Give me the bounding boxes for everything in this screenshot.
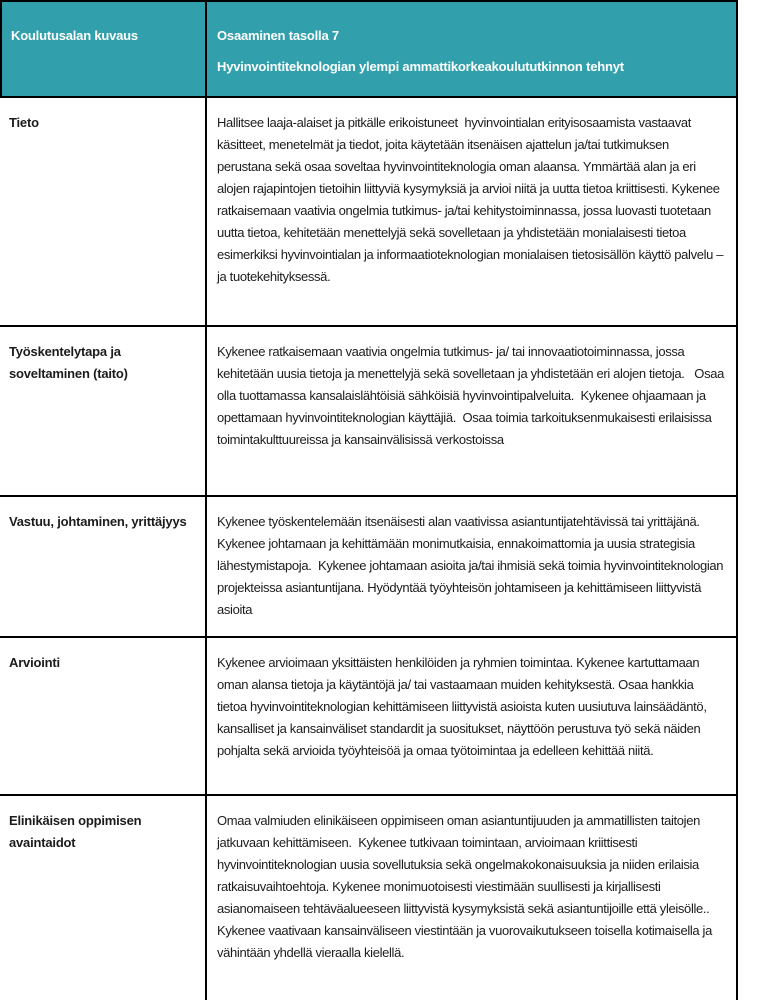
row-content: Kykenee arvioimaan yksittäisten henkilöiden ja ryhmien toimintaa. Kykenee kartuttamaan oman alansa tietoja ja käytäntöjä ja/ tai vastaamaan muiden kehityksestä. Osaa hankkia tietoa hyvinvointiteknologian kehittämiseen liittyvistä asioista kuten uusiutuva lainsäädäntö, kansalliset ja kansainväliset standardit ja suositukset, näyttöön perustuva työ sekä näiden pohjalta sekä arvioida työyhteisöä ja omaa työtoimintaa ja edelleen kehittää niitä. bbox=[205, 638, 738, 794]
header-cell-osaaminen bbox=[205, 2, 736, 96]
row-content: Hallitsee laaja-alaiset ja pitkälle erikoistuneet hyvinvointialan erityisosaamista vastaavat käsitteet, menetelmät ja tiedot, joita käytetään itsenäisen ajattelun ja/tai tutkimuksen perustana sekä osaa soveltaa hyvinvointiteknologia oman alaansa. Ymmärtää alan ja eri alojen rajapintojen tietoihin liittyviä kysymyksiä ja arvioi niitä ja uutta tietoa kriittisesti. Kykenee ratkaisemaan vaativia ongelmia tutkimus- ja/tai kehitystoiminnassa, jossa luovasti tuotetaan uutta tietoa, kehitetään menettelyjä sekä sovelletaan ja yhdistetään monialaisesti tietoa esimerkiksi hyvinvointialan ja informaatioteknologian monialaisen tietosisällön käyttö palvelu – ja tuotekehityksessä. bbox=[205, 98, 738, 325]
table-row bbox=[0, 327, 738, 497]
row-content: Omaa valmiuden elinikäiseen oppimiseen oman asiantuntijuuden ja ammatillisten taitojen jatkuvaan kehittämiseen. Kykenee tutkivaan toimintaan, arvioimaan kriittisesti hyvinvointiteknologian uusia sovellutuksia sekä ongelmakokonaisuuksia ja niiden erilaisia ratkaisuvaihtoehtoja. Kykenee monimuotoisesti viestimään suullisesti ja kirjallisesti asianomaiseen tehtäväalueeseen liittyvistä kysymyksistä sekä asiantuntijoille että yleisölle.. Kykenee vaativaan kansainväliseen viestintään ja vuorovaikutukseen toisella kotimaisella ja vähintään yhdellä vieraalla kielellä. bbox=[205, 796, 738, 1000]
header-col2-title: Osaaminen tasolla 7 bbox=[217, 28, 339, 43]
table-row bbox=[0, 796, 738, 1000]
header-cell-koulutusalan-kuvaus bbox=[2, 2, 205, 96]
row-label: Vastuu, johtaminen, yrittäjyys bbox=[9, 514, 187, 529]
row-label: Tieto bbox=[9, 115, 39, 130]
header-col1-text: Koulutusalan kuvaus bbox=[11, 28, 138, 43]
row-content: Kykenee ratkaisemaan vaativia ongelmia tutkimus- ja/ tai innovaatiotoiminnassa, jossa kehitetään uusia tietoja ja menettelyjä sekä sovelletaan ja yhdistetään eri alojen tietoja. Osaa olla tuottamassa kansalaislähtöisiä sähköisiä hyvinvointipalveluita. Kykenee ohjaamaan ja opettamaan hyvinvointiteknologian käyttäjiä. Osaa toimia tarkoituksenmukaisesti erilaisissa toimintakulttuureissa ja kansainvälisissä verkostoissa bbox=[205, 327, 738, 495]
row-content: Kykenee työskentelemään itsenäisesti alan vaativissa asiantuntijatehtävissä tai yrittäjänä. Kykenee johtamaan ja kehittämään monimutkaisia, ennakoimattomia ja uusia strategisia lähestymistapoja. Kykenee johtamaan asioita ja/tai ihmisiä sekä toimia hyvinvointiteknologian projekteissa asiantuntijana. Hyödyntää työyhteisön johtamiseen ja kehittämiseen liittyvistä asioita bbox=[205, 497, 738, 636]
row-label: Työskentelytapa ja soveltaminen (taito) bbox=[9, 344, 128, 381]
row-label: Elinikäisen oppimisen avaintaidot bbox=[9, 813, 142, 850]
table-row bbox=[0, 497, 738, 638]
table-header-row bbox=[0, 0, 738, 98]
row-label: Arviointi bbox=[9, 655, 60, 670]
header-col2-subtitle: Hyvinvointiteknologian ylempi ammattikorkeakoulututkinnon tehnyt bbox=[217, 59, 624, 74]
table-row bbox=[0, 98, 738, 327]
table-row bbox=[0, 638, 738, 796]
